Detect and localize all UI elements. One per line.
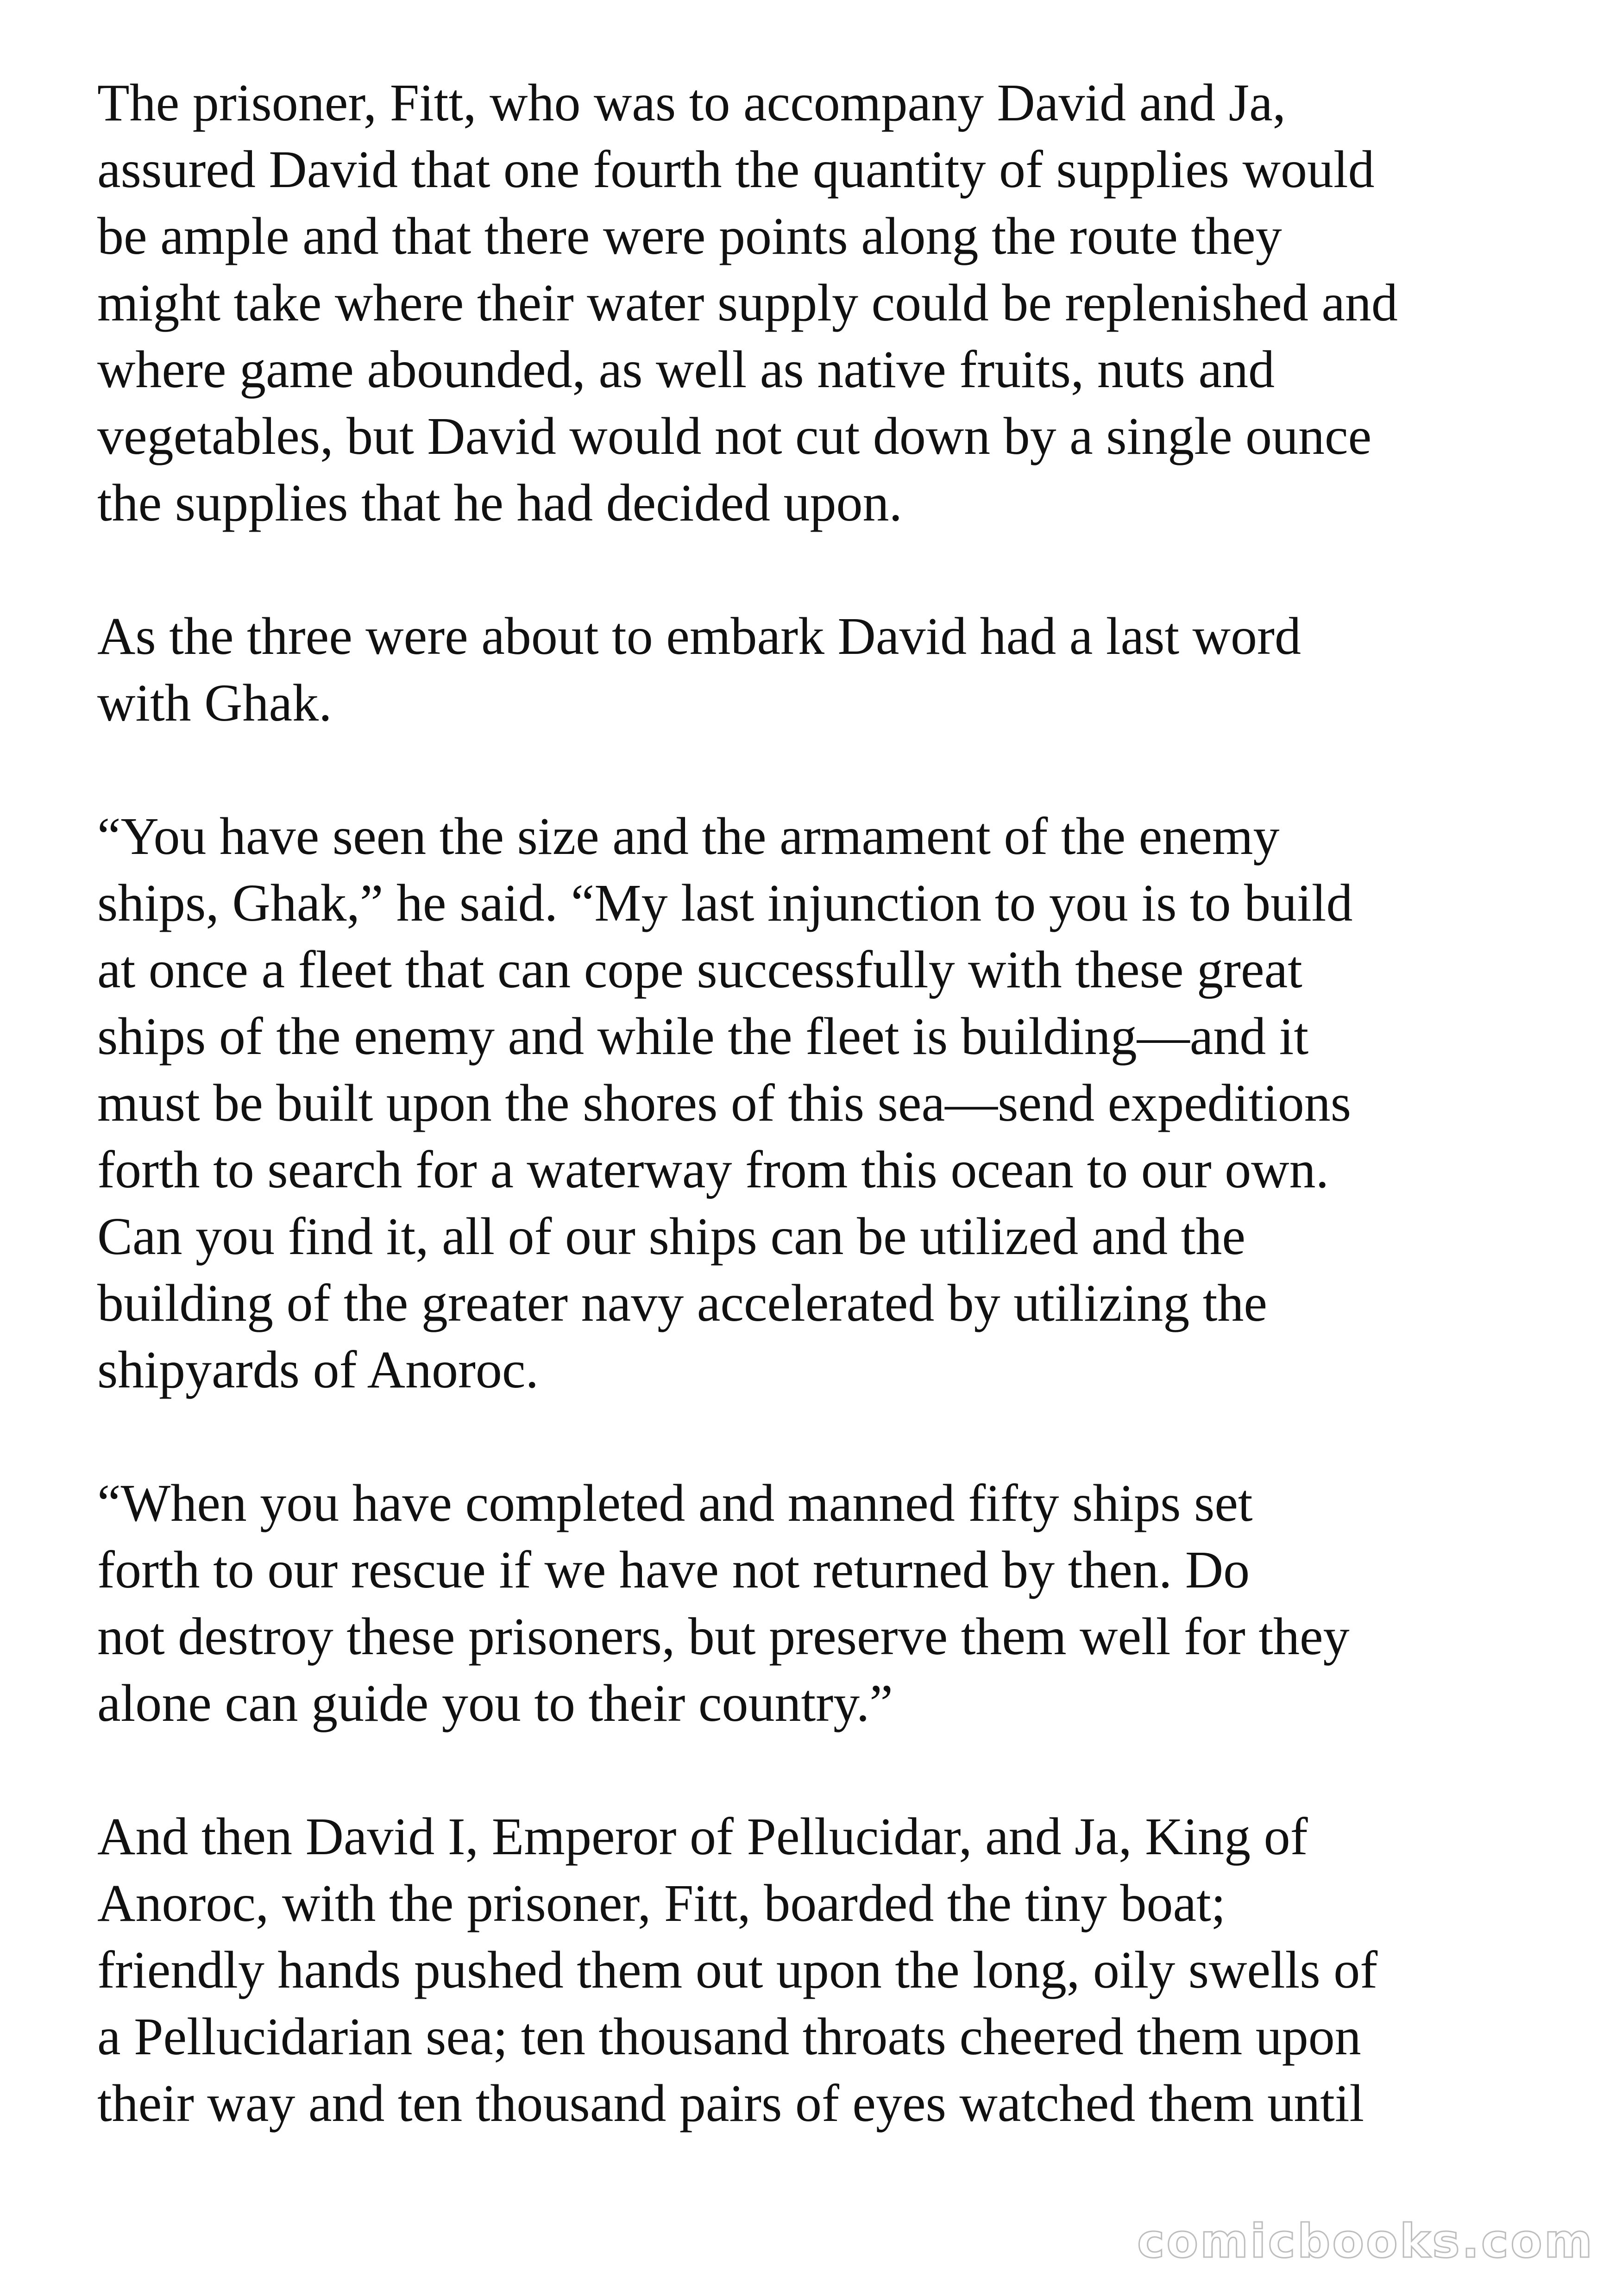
text-line: As the three were about to embark David had a last word (97, 607, 1301, 665)
text-line: “When you have completed and manned fifty ships set (97, 1474, 1253, 1532)
paragraph-2 (97, 603, 1542, 736)
paragraph-1 (97, 69, 1542, 536)
text-line: assured David that one fourth the quantity of supplies would (97, 140, 1375, 199)
watermark-logo: comicbooks.com (1137, 2214, 1594, 2268)
text-line: forth to our rescue if we have not returned by then. Do (97, 1540, 1250, 1599)
text-line: friendly hands pushed them out upon the long, oily swells of (97, 1940, 1378, 1999)
text-line: ships, Ghak,” he said. “My last injunction to you is to build (97, 873, 1353, 932)
text-line: with Ghak. (97, 673, 332, 732)
text-line: be ample and that there were points along the route they (97, 207, 1282, 265)
page-text (97, 69, 1542, 2203)
text-line: ships of the enemy and while the fleet is building—and it (97, 1007, 1309, 1066)
text-line: “You have seen the size and the armament of the enemy (97, 807, 1280, 866)
text-line: alone can guide you to their country.” (97, 1674, 893, 1732)
text-line: forth to search for a waterway from this ocean to our own. (97, 1140, 1329, 1199)
text-line: building of the greater navy accelerated by utilizing the (97, 1273, 1267, 1332)
text-line: must be built upon the shores of this sea—send expeditions (97, 1073, 1352, 1132)
text-line: The prisoner, Fitt, who was to accompany David and Ja, (97, 73, 1286, 132)
text-line: shipyards of Anoroc. (97, 1340, 539, 1399)
text-line: might take where their water supply could be replenished and (97, 273, 1398, 332)
paragraph-3 (97, 803, 1542, 1403)
text-line: the supplies that he had decided upon. (97, 473, 903, 532)
text-line: their way and ten thousand pairs of eyes watched them until (97, 2074, 1364, 2133)
text-line: vegetables, but David would not cut down by a single ounce (97, 407, 1372, 465)
text-line: Anoroc, with the prisoner, Fitt, boarded the tiny boat; (97, 1874, 1226, 1932)
text-line: Can you find it, all of our ships can be utilized and the (97, 1207, 1245, 1266)
text-line: a Pellucidarian sea; ten thousand throats cheered them upon (97, 2007, 1361, 2066)
paragraph-4 (97, 1470, 1542, 1737)
text-line: And then David I, Emperor of Pellucidar, and Ja, King of (97, 1807, 1308, 1866)
paragraph-5 (97, 1803, 1542, 2137)
text-line: at once a fleet that can cope successfully with these great (97, 940, 1302, 999)
text-line: not destroy these prisoners, but preserve them well for they (97, 1607, 1350, 1666)
text-line: where game abounded, as well as native fruits, nuts and (97, 340, 1275, 399)
